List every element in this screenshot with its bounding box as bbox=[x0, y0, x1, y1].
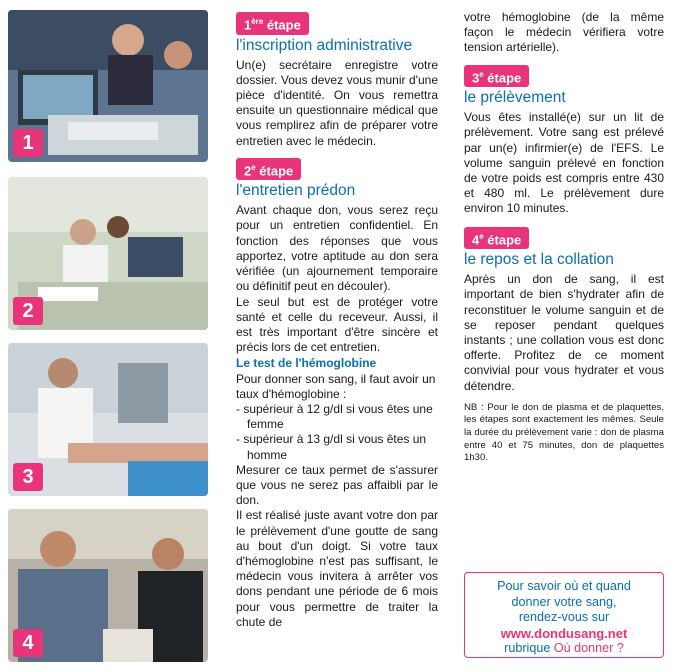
photo-interview bbox=[8, 177, 208, 330]
step-2-title: l'entretien prédon bbox=[236, 182, 356, 200]
step-1 bbox=[236, 12, 438, 149]
step-3-body: Vous êtes installé(e) sur un lit de prélèvement. Votre sang est prélevé par un(e) infirmier(e) de l'EFS. Le volume sanguin prélevé en fonction de votre poids est compris entre 430 et 480 ml. Le prélèvement dure environ 10 minutes. bbox=[464, 110, 664, 216]
nb-note: NB : Pour le don de plasma et de plaquettes, les étapes sont exactement les mêmes. Seule la durée du prélèvement varie : don de plasma entre 40 et 75 minutes, don de plaquettes 1h30. bbox=[464, 401, 664, 464]
step-1-title: l'inscription administrative bbox=[236, 36, 413, 54]
photo-number-badge: 4 bbox=[13, 629, 43, 657]
right-column bbox=[464, 10, 664, 465]
hemoglobin-continued: votre hémoglobine (de la même façon le médecin vérifiera votre tension artérielle). bbox=[464, 10, 664, 55]
hemoglobin-list bbox=[236, 402, 438, 463]
photo-number-badge: 2 bbox=[13, 297, 43, 325]
info-line-1: Pour savoir où et quand bbox=[497, 579, 631, 593]
hemoglobin-paragraph-2: Il est réalisé juste avant votre don par le prélèvement d'une goutte de sang au bout d'un doigt. Si votre taux d'hémoglobine n'est pas suffisant, le médecin vous invitera à arrêter vos dons pendant une période de 6 mois pour vous permettre de traiter la chute de bbox=[236, 508, 438, 629]
website-link[interactable]: www.dondusang.net bbox=[500, 625, 628, 641]
rubrique-line: rubrique Où donner ? bbox=[504, 641, 624, 655]
step-1-body: Un(e) secrétaire enregistre votre dossier. Vous devez vous munir d'une pièce d'identité. On vous remettra ensuite un questionnaire médical que vous remplirez afin de préparer votre entretien avec le médecin. bbox=[236, 57, 438, 148]
step-4-title: le repos et la collation bbox=[464, 251, 614, 269]
info-line-2: donner votre sang, bbox=[511, 594, 617, 609]
step-2 bbox=[236, 158, 438, 630]
rubrique-link[interactable]: Où donner ? bbox=[553, 641, 624, 655]
photo-number-badge: 3 bbox=[13, 463, 43, 491]
step-3 bbox=[464, 65, 664, 217]
hemoglobin-paragraph-1: Mesurer ce taux permet de s'assurer que vous ne serez pas affaibli par le don. bbox=[236, 462, 438, 508]
step-4-body: Après un don de sang, il est important de bien s'hydrater afin de reconstituer le volume sanguin et de se reposer pendant quelques instants ; une collation vous est donc offerte. Profitez de ce moment convivial pour vous hydrater et vous détendre. bbox=[464, 272, 664, 393]
list-item: - supérieur à 13 g/dl si vous êtes un homme bbox=[236, 432, 427, 462]
info-line-3: rendez-vous sur bbox=[518, 610, 610, 624]
step-3-badge: 3e étape bbox=[464, 65, 529, 88]
photo-number-badge: 1 bbox=[13, 129, 43, 157]
photo-registration bbox=[8, 10, 208, 162]
step-2-body-2: Le seul but est de protéger votre santé et celle du receveur. Aussi, il est très important d'être sincère et précis lors de cet entretien. bbox=[236, 294, 438, 355]
step-1-badge: 1ère étape bbox=[236, 12, 309, 35]
photo-blood-draw bbox=[8, 343, 208, 496]
list-item: - supérieur à 12 g/dl si vous êtes une femme bbox=[236, 401, 433, 432]
step-2-body-1: Avant chaque don, vous serez reçu pour un entretien confidentiel. En fonction des réponses que vous apportez, votre aptitude au don sera vérifiée (un ajournement temporaire ou définitif peut en découler). bbox=[236, 203, 438, 294]
step-3-title: le prélèvement bbox=[464, 89, 566, 107]
hemoglobin-intro: Pour donner son sang, il faut avoir un taux d'hémoglobine : bbox=[236, 371, 436, 401]
step-4-badge: 4e étape bbox=[464, 227, 529, 250]
photo-snack bbox=[8, 509, 208, 662]
hemoglobin-subtitle: Le test de l'hémoglobine bbox=[236, 356, 377, 371]
info-box bbox=[464, 572, 664, 658]
step-4 bbox=[464, 227, 664, 465]
middle-column bbox=[236, 12, 438, 630]
step-2-badge: 2e étape bbox=[236, 158, 301, 181]
